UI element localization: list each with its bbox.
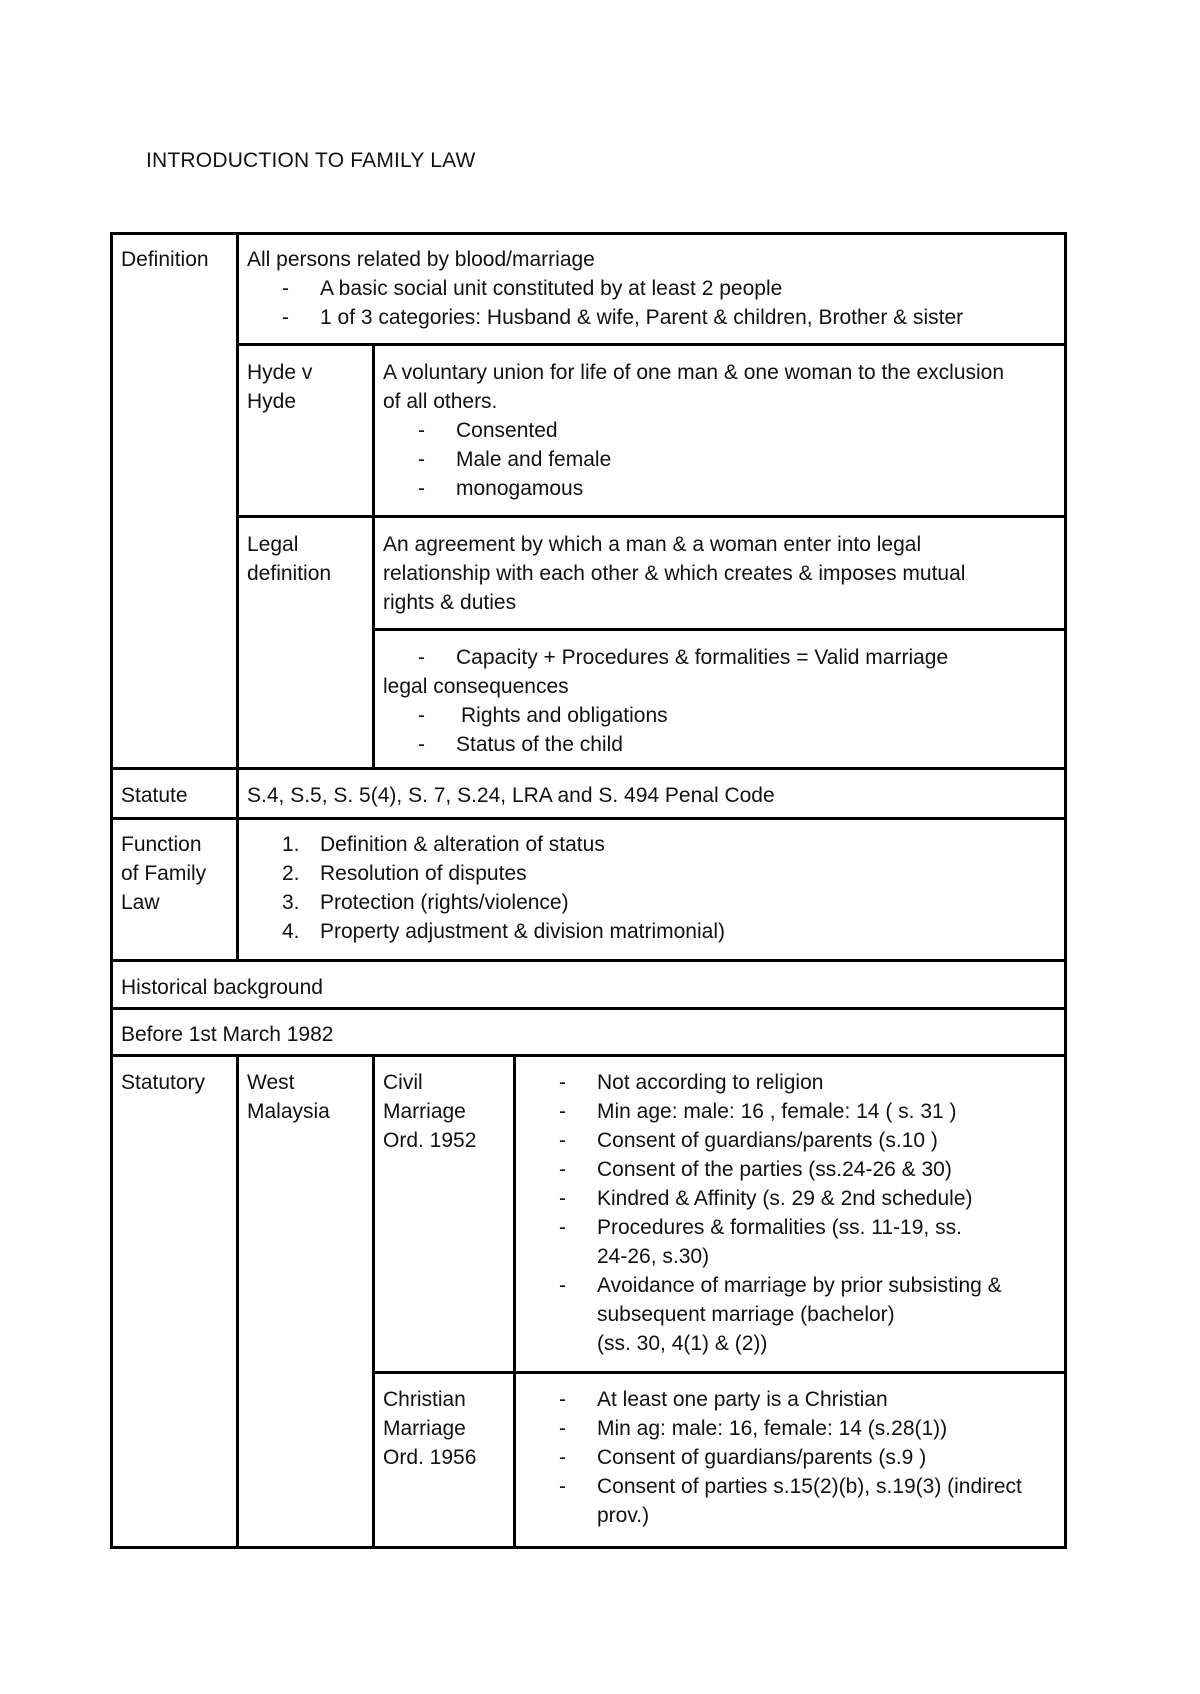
list-item: - Capacity + Procedures & formalities = Valid marriage [383, 643, 948, 672]
dash-marker: - [418, 646, 425, 669]
list-item: 3. Protection (rights/violence) [282, 891, 569, 914]
dash-marker: - [559, 1446, 566, 1469]
list-item: - 1 of 3 categories: Husband & wife, Parent & children, Brother & sister [247, 303, 963, 332]
historical-heading: Historical background [121, 976, 323, 999]
rule-col2-stat [372, 1054, 375, 1549]
rule-col3-stat [513, 1054, 516, 1549]
dash-marker: - [418, 477, 425, 500]
dash-marker: - [559, 1475, 566, 1498]
before-heading: Before 1st March 1982 [121, 1023, 334, 1046]
dash-marker: - [559, 1158, 566, 1181]
hyde-label: Hyde v Hyde [247, 361, 313, 413]
rule-civil-bottom [372, 1371, 1067, 1374]
dash-marker: - [559, 1417, 566, 1440]
list-item: - Consent of the parties (ss.24-26 & 30) [524, 1155, 1002, 1184]
list-item: - Kindred & Affinity (s. 29 & 2nd schedule) [524, 1184, 1002, 1213]
region-label: West Malaysia [247, 1071, 330, 1123]
list-item: 2. Resolution of disputes [282, 862, 527, 885]
list-item: - Consent of guardians/parents (s.9 ) [524, 1443, 1022, 1472]
statutory-label: Statutory [121, 1071, 206, 1094]
list-item: - Rights and obligations [383, 701, 948, 730]
family-law-table [110, 232, 1067, 1549]
function-label: Function of Family Law [121, 833, 207, 914]
rule-before-bottom [110, 1054, 1067, 1057]
dash-marker: - [418, 704, 425, 727]
statute-label: Statute [121, 784, 188, 807]
hyde-content: A voluntary union for life of one man & one woman to the exclusion of all others. - Consented - Male and female - monogamous [383, 358, 1004, 503]
dash-marker: - [559, 1274, 566, 1297]
list-item-continuation: 24-26, s.30) [597, 1245, 710, 1268]
list-item-continuation: (ss. 30, 4(1) & (2)) [597, 1332, 768, 1355]
list-item: - Consented [383, 416, 1004, 445]
christian-ord-list [524, 1385, 1022, 1530]
dash-marker: - [559, 1129, 566, 1152]
document-title: INTRODUCTION TO FAMILY LAW [146, 149, 476, 172]
list-item-continuation: subsequent marriage (bachelor) [597, 1303, 895, 1326]
list-item-continuation: prov.) [597, 1504, 650, 1527]
list-item: - At least one party is a Christian [524, 1385, 1022, 1414]
dash-marker: - [418, 448, 425, 471]
list-item: - Procedures & formalities (ss. 11-19, ss. [524, 1213, 1002, 1242]
rule-right [1064, 232, 1067, 1549]
definition-content [247, 245, 963, 332]
legal-content: An agreement by which a man & a woman enter into legal relationship with each other & which creates & imposes mutual rights & duties [383, 533, 966, 614]
legal-label: Legal definition [247, 533, 332, 585]
dash-marker: - [559, 1216, 566, 1239]
christian-ord-label: Christian Marriage Ord. 1956 [383, 1388, 477, 1469]
list-item: - Status of the child [383, 730, 948, 759]
dash-marker: - [282, 277, 289, 300]
list-item: - Consent of guardians/parents (s.10 ) [524, 1126, 1002, 1155]
civil-ord-list [524, 1068, 1002, 1358]
dash-marker: - [559, 1187, 566, 1210]
list-item: - Not according to religion [524, 1068, 1002, 1097]
list-item: - Male and female [383, 445, 1004, 474]
rule-col2-def [372, 343, 375, 769]
rule-historical-bottom [110, 1007, 1067, 1010]
definition-text: All persons related by blood/marriage [247, 248, 595, 271]
civil-ord-label: Civil Marriage Ord. 1952 [383, 1071, 477, 1152]
rule-left [110, 232, 113, 1549]
rule-definition-bottom [110, 767, 1067, 770]
rule-legal-split [372, 628, 1067, 631]
rule-col1-upper [236, 232, 239, 959]
dash-marker: - [282, 306, 289, 329]
list-item: - Min age: male: 16 , female: 14 ( s. 31 ) [524, 1097, 1002, 1126]
list-item: - Consent of parties s.15(2)(b), s.19(3) (indirect [524, 1472, 1022, 1501]
rule-top [110, 232, 1067, 235]
legal-consequences: - Capacity + Procedures & formalities = Valid marriage legal consequences - Rights and obligations - Status of the child [383, 643, 948, 759]
list-item: - A basic social unit constituted by at least 2 people [247, 274, 963, 303]
rule-hyde-bottom [236, 515, 1067, 518]
dash-marker: - [559, 1388, 566, 1411]
rule-function-bottom [110, 959, 1067, 962]
function-list [247, 830, 725, 946]
list-item: - Min ag: male: 16, female: 14 (s.28(1)) [524, 1414, 1022, 1443]
list-item: - monogamous [383, 474, 1004, 503]
dash-marker: - [418, 733, 425, 756]
dash-marker: - [418, 419, 425, 442]
dash-marker: - [559, 1100, 566, 1123]
statute-text: S.4, S.5, S. 5(4), S. 7, S.24, LRA and S. 494 Penal Code [247, 784, 775, 807]
definition-label: Definition [121, 248, 209, 271]
list-item: 4. Property adjustment & division matrimonial) [282, 920, 725, 943]
rule-col1-lower [236, 1054, 239, 1549]
dash-marker: - [559, 1071, 566, 1094]
rule-bottom [110, 1546, 1067, 1549]
list-item: - Avoidance of marriage by prior subsisting & [524, 1271, 1002, 1300]
list-item: 1. Definition & alteration of status [282, 833, 605, 856]
rule-def-inner [236, 343, 1067, 346]
rule-statute-bottom [110, 817, 1067, 820]
